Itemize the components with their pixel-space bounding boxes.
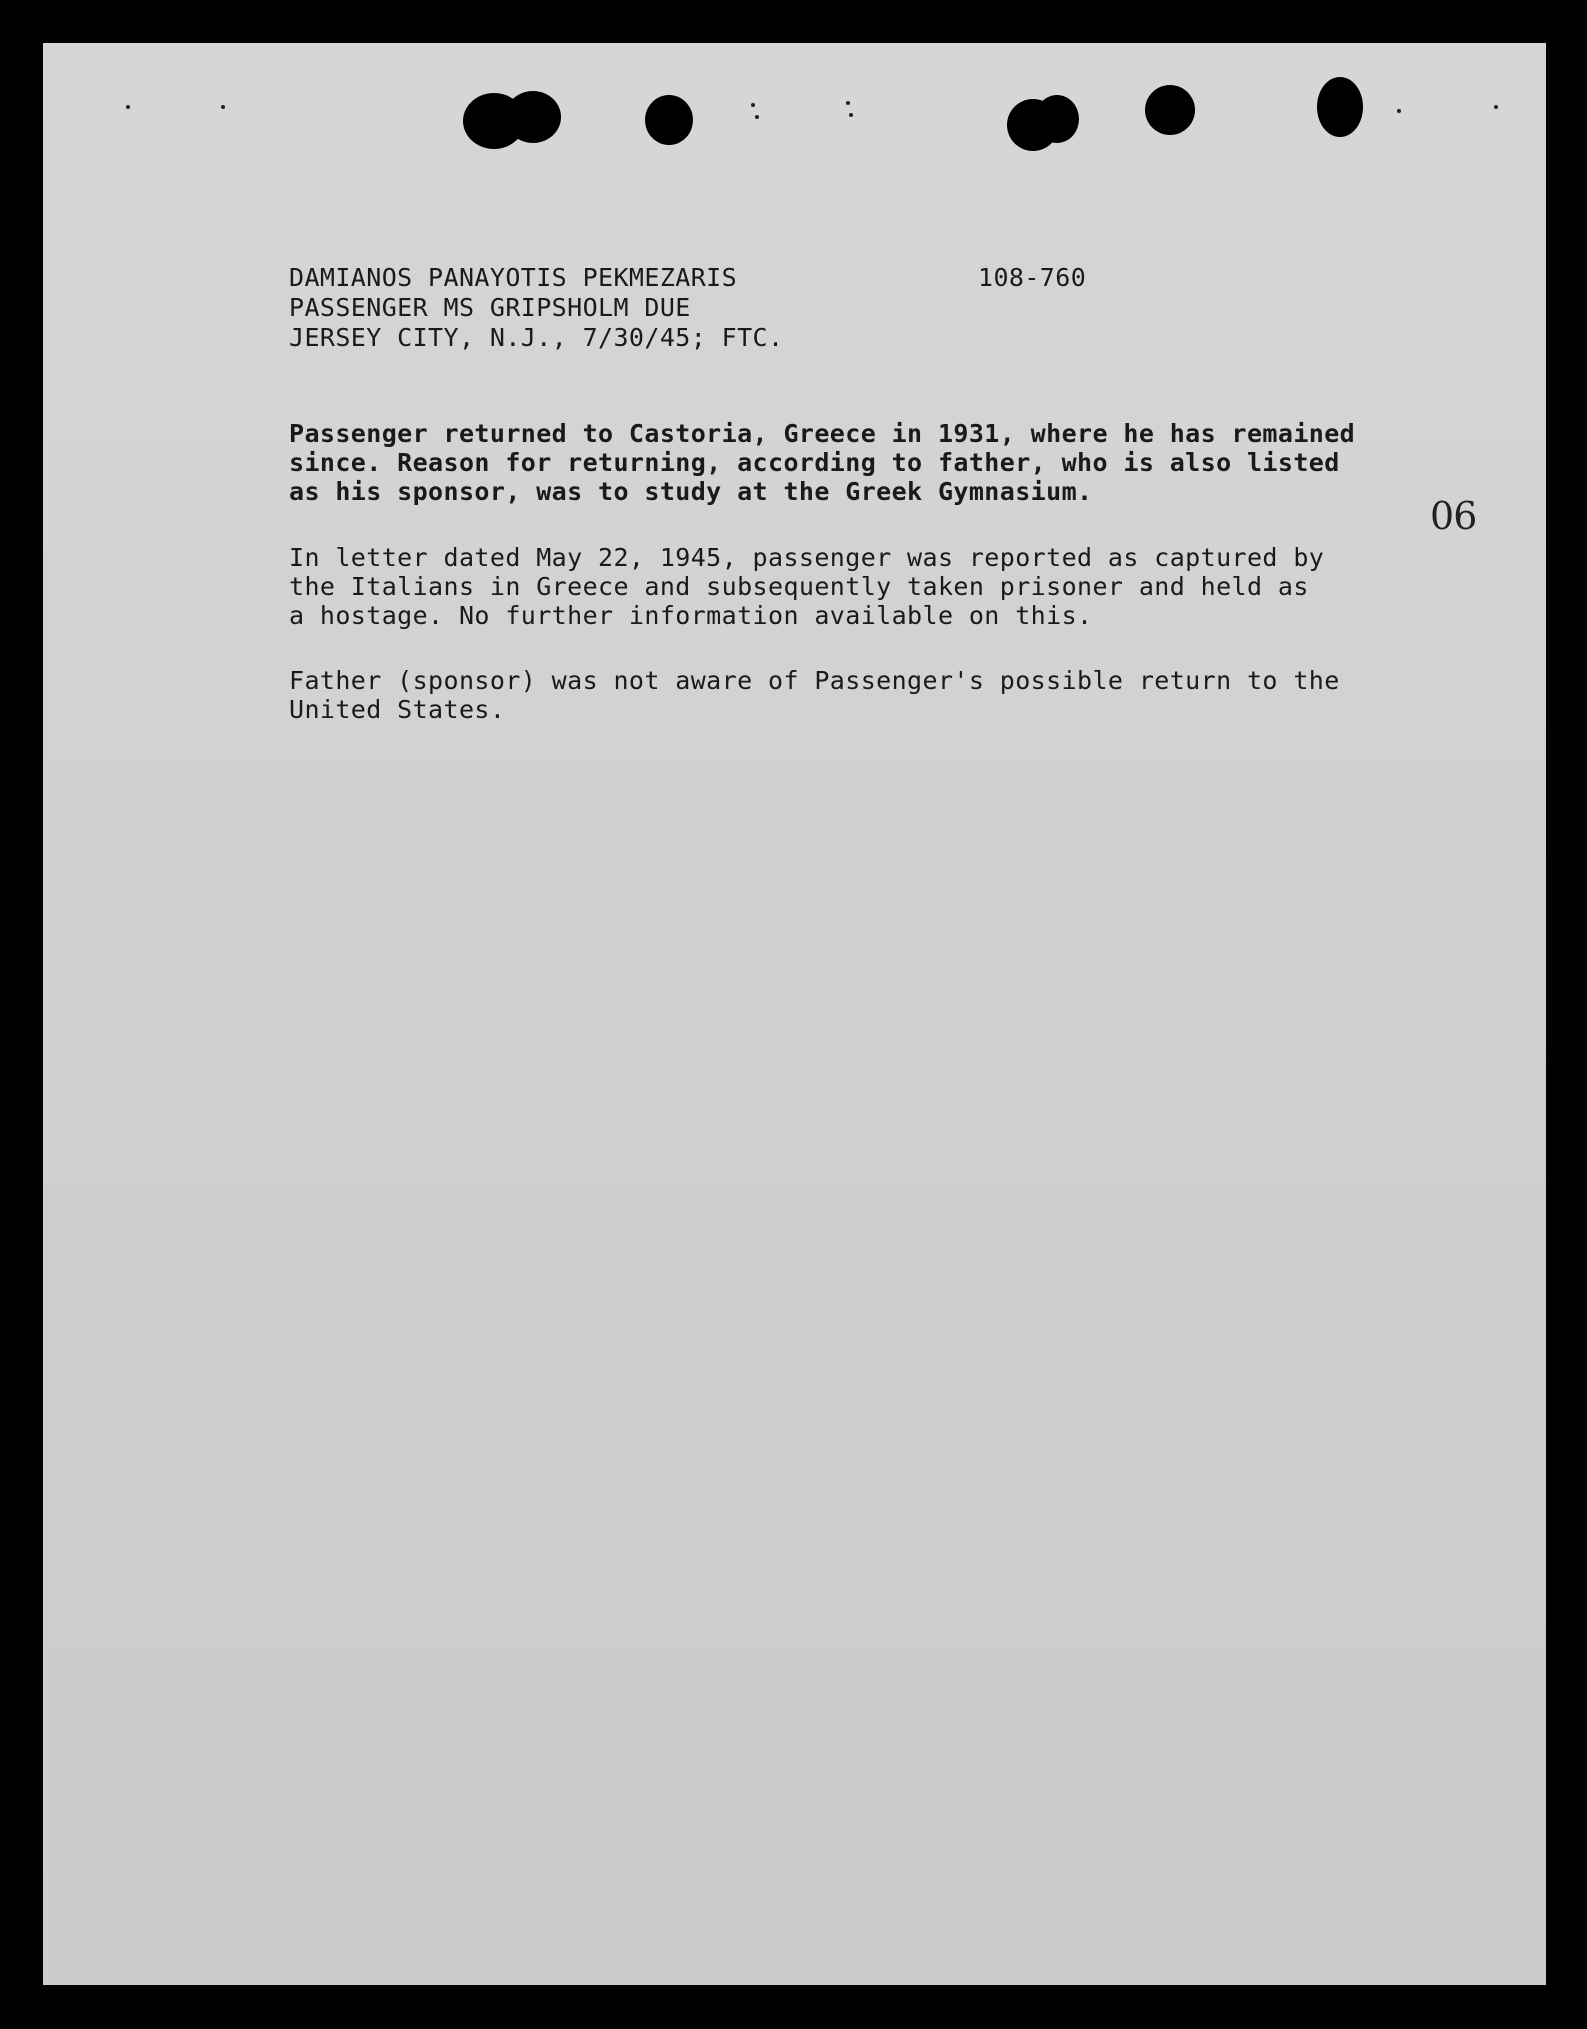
paragraph-1 xyxy=(289,419,1355,506)
paragraph-line: as his sponsor, was to study at the Greek Gymnasium. xyxy=(289,477,1093,506)
speck xyxy=(1494,105,1498,109)
paragraph-2 xyxy=(289,543,1324,630)
speck xyxy=(849,113,853,117)
speck xyxy=(126,105,130,109)
speck xyxy=(846,101,850,105)
file-number: 108-760 xyxy=(978,263,1087,292)
margin-page-number: 90 xyxy=(1431,492,1478,536)
paragraph-line: Father (sponsor) was not aware of Passenger's possible return to the xyxy=(289,666,1340,695)
ship-line: PASSENGER MS GRIPSHOLM DUE xyxy=(289,293,691,322)
punch-hole xyxy=(1145,85,1195,135)
paragraph-3 xyxy=(289,666,1340,724)
paragraph-line: In letter dated May 22, 1945, passenger was reported as captured by xyxy=(289,543,1325,572)
speck xyxy=(751,103,755,107)
paragraph-line: the Italians in Greece and subsequently taken prisoner and held as xyxy=(289,572,1309,601)
paragraph-line: United States. xyxy=(289,695,506,724)
punch-hole xyxy=(1317,77,1363,137)
paragraph-line: Passenger returned to Castoria, Greece in 1931, where he has remained xyxy=(289,419,1356,448)
punch-hole xyxy=(505,91,561,143)
header-block xyxy=(289,263,783,353)
punch-hole xyxy=(1035,95,1079,143)
document-page xyxy=(43,43,1546,1985)
arrival-line: JERSEY CITY, N.J., 7/30/45; FTC. xyxy=(289,323,784,352)
subject-name: DAMIANOS PANAYOTIS PEKMEZARIS xyxy=(289,263,738,292)
punch-hole xyxy=(645,95,693,145)
paragraph-line: since. Reason for returning, according to father, who is also listed xyxy=(289,448,1340,477)
speck xyxy=(221,105,225,109)
speck xyxy=(1397,109,1401,113)
paragraph-line: a hostage. No further information available on this. xyxy=(289,601,1093,630)
speck xyxy=(755,115,759,119)
